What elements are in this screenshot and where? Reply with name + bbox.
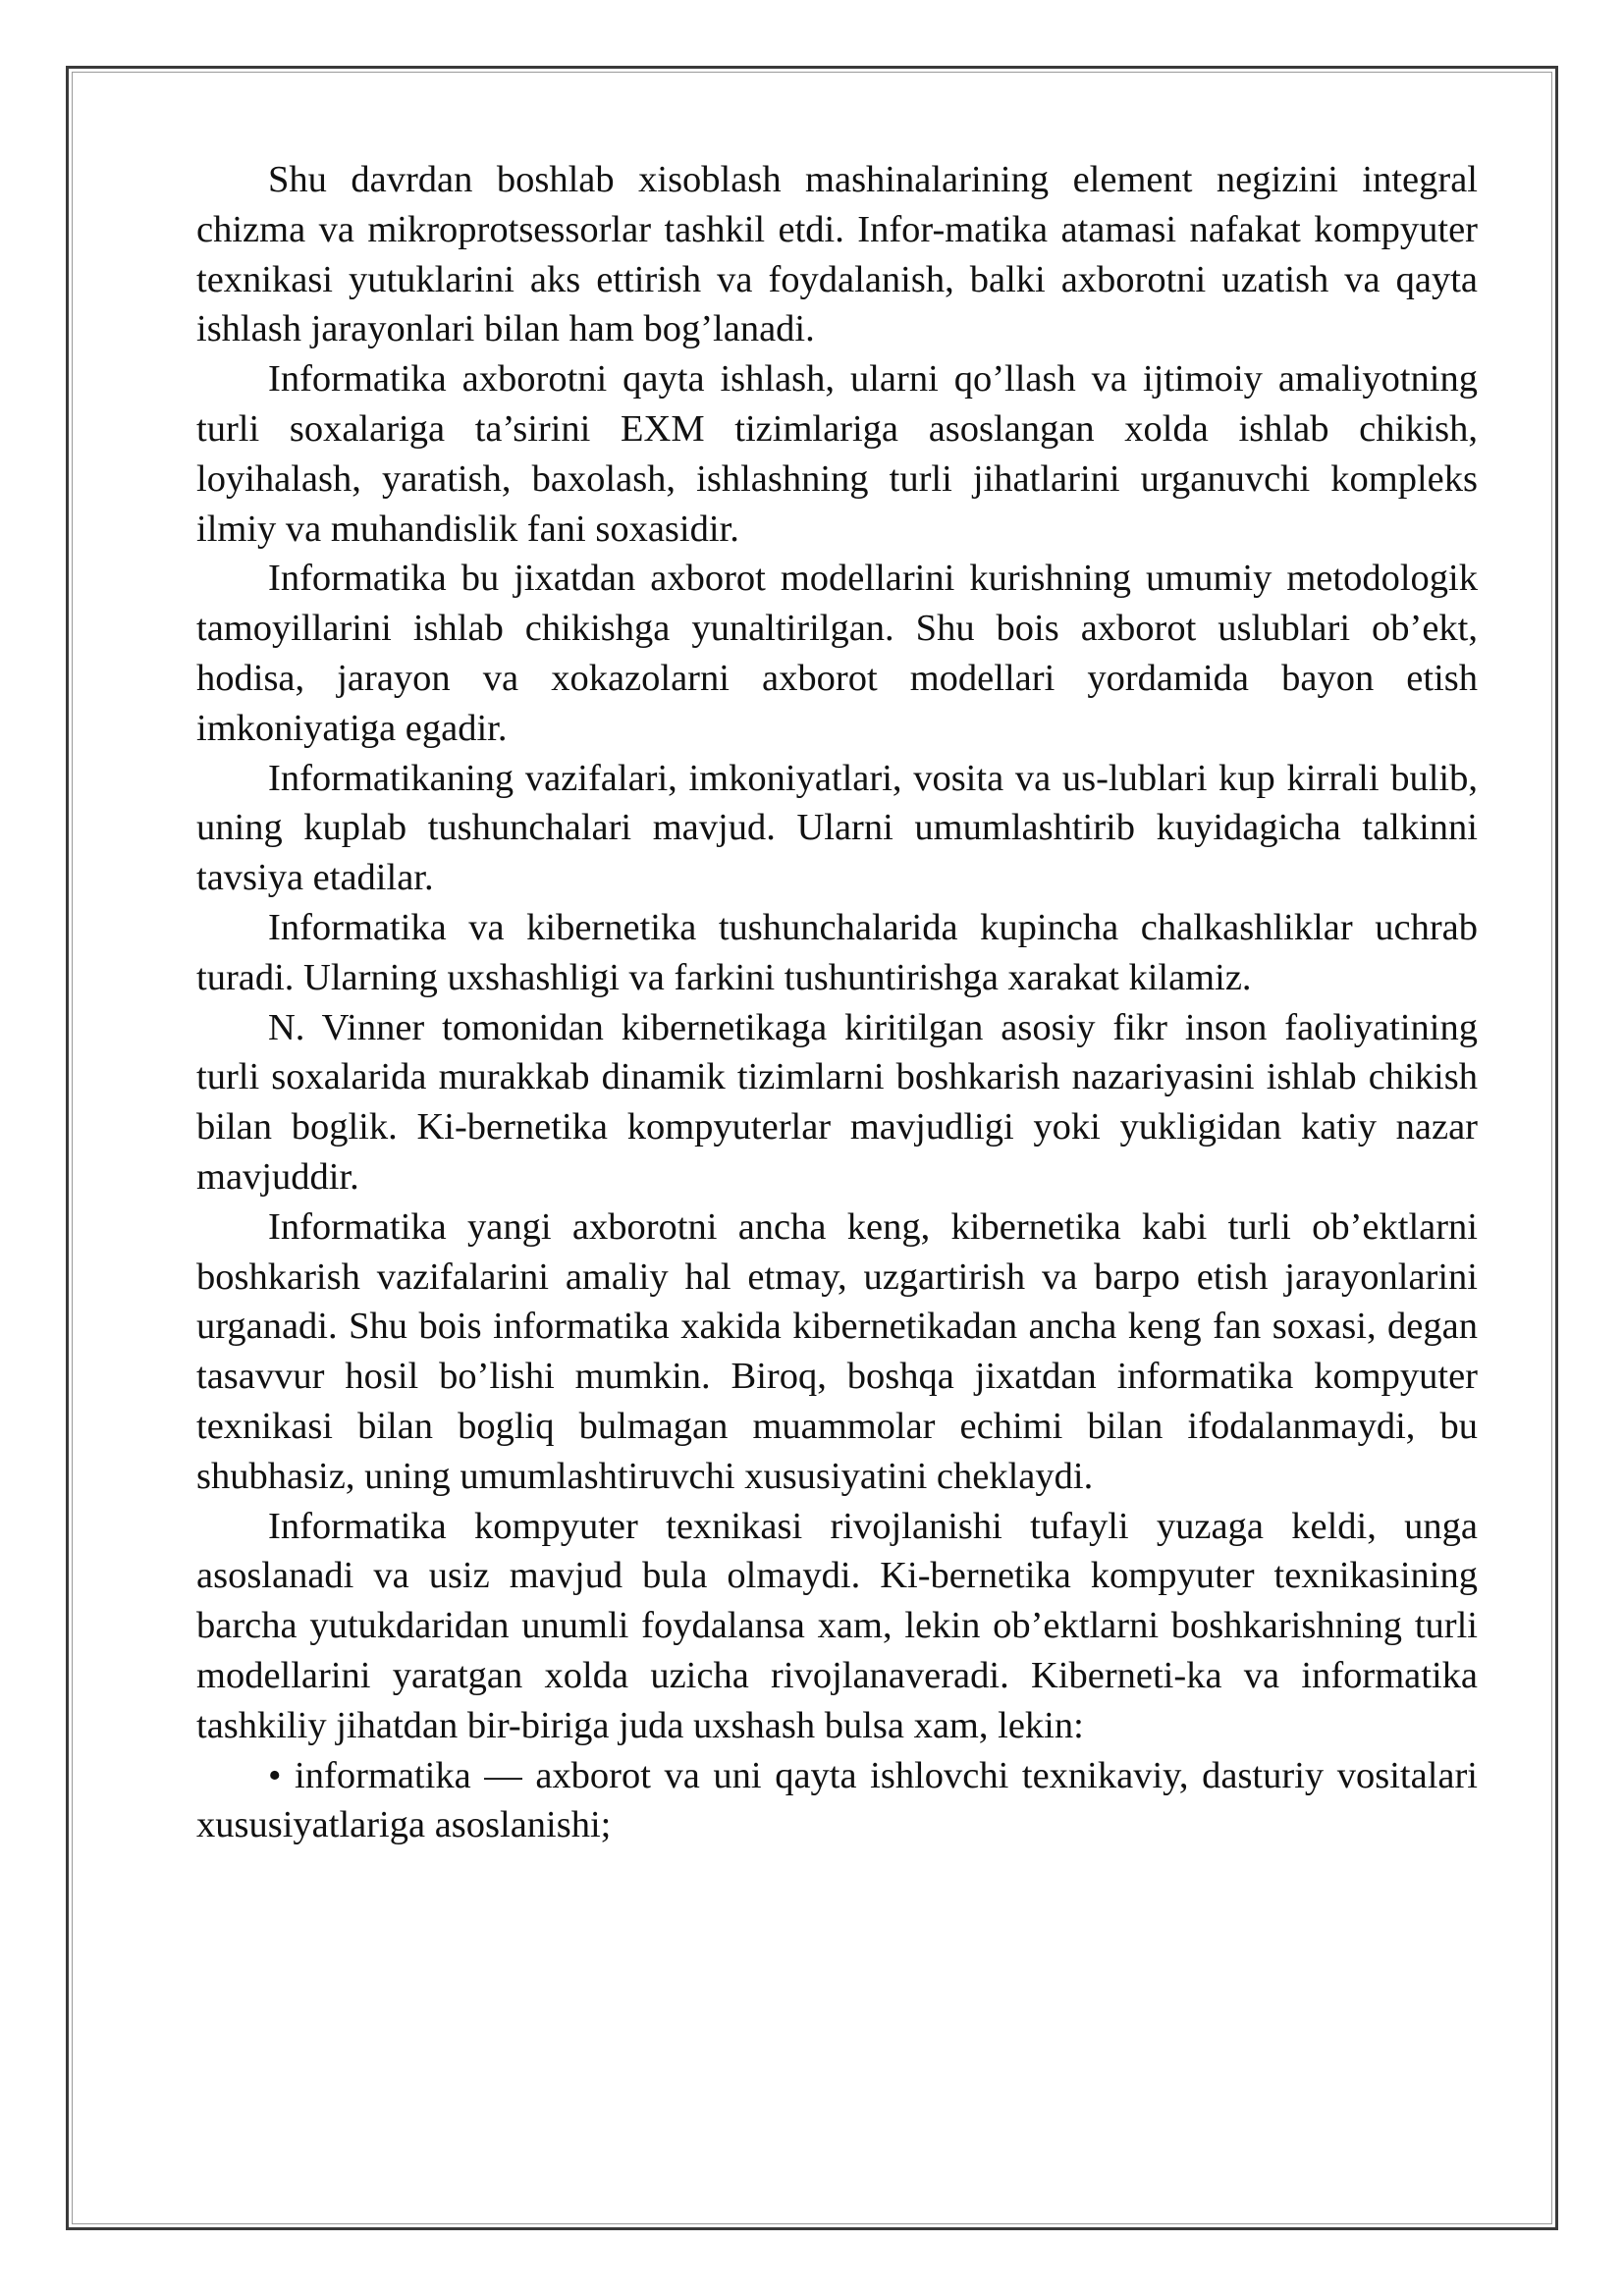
paragraph: Informatika va kibernetika tushunchalarida kupincha chalkashliklar uchrab turadi. Ularning uxshashligi va farkini tushuntirishga xarakat kilamiz. <box>196 906 1478 998</box>
paragraph: Informatika bu jixatdan axborot modellarini kurishning umumiy metodologik tamoyillarini ishlab chikishga yunaltirilgan. Shu bois axborot uslublari ob’ekt, hodisa, jarayon va xokazolarni axborot modellari yordamida bayon etish imkoniyatiga egadir. <box>196 558 1478 749</box>
paragraph: Informatika kompyuter texnikasi rivojlanishi tufayli yuzaga keldi, unga asoslanadi va usiz mavjud bula olmaydi. Ki-bernetika kompyuter texnikasining barcha yutukdaridan unumli foydalansa xam, lekin ob’ektlarni boshkarishning turli modellarini yaratgan xolda uzicha rivojlanaveradi. Kiberneti-ka va informatika tashkiliy jihatdan bir-biriga juda uxshash bulsa xam, lekin: <box>196 1505 1478 1746</box>
bullet-paragraph: • informatika — axborot va uni qayta ishlovchi texnikaviy, dasturiy vositalari xususiyatlariga asoslanishi; <box>196 1754 1478 1846</box>
paragraph: Informatikaning vazifalari, imkoniyatlari, vosita va us-lublari kup kirrali bulib, uning kuplab tushunchalari mavjud. Ularni umumlashtirib kuyidagicha talkinni tavsiya etadilar. <box>196 757 1478 899</box>
document-body <box>196 155 1478 1850</box>
paragraph: Shu davrdan boshlab xisoblash mashinalarining element negizini integral chizma va mikroprotsessorlar tashkil etdi. Infor-matika atamasi nafakat kompyuter texnikasi yutuklarini aks ettirish va foydalanish, balki axborotni uzatish va qayta ishlash jarayonlari bilan ham bog’lanadi. <box>196 159 1478 350</box>
paragraph: Informatika yangi axborotni ancha keng, kibernetika kabi turli ob’ektlarni boshkarish vazifalarini amaliy hal etmay, uzgartirish va barpo etish jarayonlarini urganadi. Shu bois informatika xakida kibernetikadan ancha keng fan soxasi, degan tasavvur hosil bo’lishi mumkin. Biroq, boshqa jixatdan informatika kompyuter texnikasi bilan bogliq bulmagan muammolar echimi bilan ifodalanmaydi, bu shubhasiz, uning umumlashtiruvchi xususiyatini cheklaydi. <box>196 1205 1478 1497</box>
paragraph: N. Vinner tomonidan kibernetikaga kiritilgan asosiy fikr inson faoliyatining turli soxalarida murakkab dinamik tizimlarni boshkarish nazariyasini ishlab chikish bilan boglik. Ki-bernetika kompyuterlar mavjudligi yoki yukligidan katiy nazar mavjuddir. <box>196 1006 1478 1198</box>
paragraph: Informatika axborotni qayta ishlash, ularni qo’llash va ijtimoiy amaliyotning turli soxalariga ta’sirini EXM tizimlariga asoslangan xolda ishlab chikish, loyihalash, yaratish, baxolash, ishlashning turli jihatlarini urganuvchi kompleks ilmiy va muhandislik fani soxasidir. <box>196 358 1478 550</box>
